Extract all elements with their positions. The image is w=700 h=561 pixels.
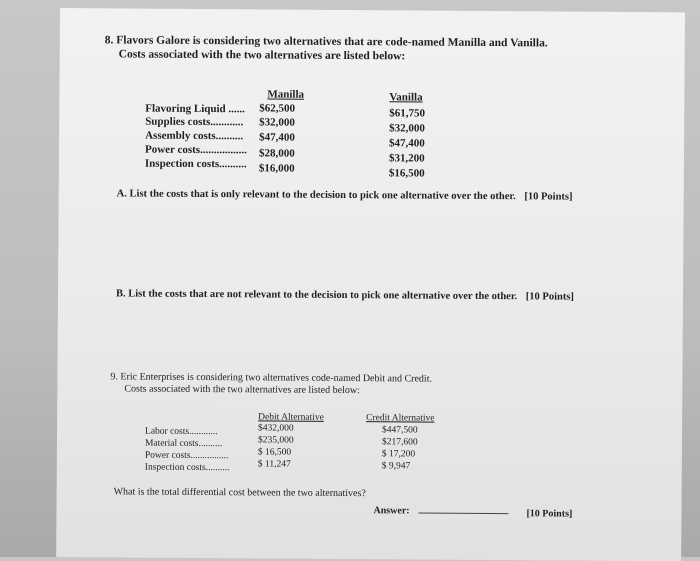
q9-row-label: Labor costs............: [145, 426, 218, 438]
q8-row-vanilla: $61,750: [389, 107, 426, 120]
q9-answer-label: Answer:: [373, 505, 410, 517]
q8-line2: Costs associated with the two alternatives are listed below:: [118, 48, 406, 63]
q8-row-manilla: $62,500: [259, 102, 296, 115]
q9-row-debit: $ 11,247: [257, 459, 291, 470]
q9-row-label: Material costs..........: [144, 438, 223, 450]
q8-row-label: Supplies costs............: [145, 115, 244, 129]
q9-row-label: Inspection costs..........: [144, 462, 230, 474]
q8-part-a: [117, 188, 573, 202]
q9-row-debit: $235,000: [257, 435, 294, 446]
q9-row-label: Power costs................: [144, 450, 229, 462]
q8-row-manilla: $28,000: [258, 147, 295, 160]
q8-row-vanilla: $16,500: [388, 167, 425, 180]
q8-part-a-text: A. List the costs that is only relevant to the decision to pick one alternative over the other.: [116, 188, 516, 203]
q9-row-credit: $ 9,947: [381, 461, 411, 472]
q8-row-label: Power costs.................: [144, 143, 247, 157]
q8-row-manilla: $47,400: [259, 131, 295, 144]
q8-row-vanilla: $31,200: [388, 152, 425, 165]
q9-row-credit: $447,500: [382, 425, 418, 436]
q9-answer-blank[interactable]: [418, 513, 508, 515]
q8-row-manilla: $16,000: [258, 162, 295, 175]
q8-row-label: Inspection costs..........: [144, 157, 247, 171]
q9-question: What is the total differential cost between the two alternatives?: [113, 486, 366, 500]
q8-row-manilla: $32,000: [259, 116, 295, 129]
q9-row-credit: $217,600: [381, 437, 418, 448]
q8-part-b-points: [10 Points]: [525, 291, 574, 303]
q9-row-debit: $432,000: [258, 423, 294, 434]
q8-part-b: [116, 288, 574, 302]
q8-row-label: Flavoring Liquid ......: [145, 102, 245, 116]
q8-part-a-points: [10 Points]: [524, 191, 573, 203]
q8-header-vanilla: Vanilla: [389, 91, 423, 104]
q9-line1: 9. Eric Enterprises is considering two alternatives code-named Debit and Credit.: [110, 371, 433, 385]
q8-row-vanilla: $47,400: [389, 137, 425, 150]
q9-row-debit: $ 16,500: [257, 447, 292, 458]
q8-part-b-text: B. List the costs that are not relevant to the decision to pick one alternative over the other.: [115, 288, 518, 303]
q8-header-manilla: Manilla: [267, 88, 305, 101]
q9-line2: Costs associated with the two alternatives are listed below:: [124, 383, 360, 397]
q9-row-credit: $ 17,200: [381, 449, 416, 460]
q9-header-debit: Debit Alternative: [258, 412, 324, 423]
q8-row-label: Assembly costs..........: [145, 129, 244, 143]
q8-row-vanilla: $32,000: [389, 122, 425, 135]
worksheet-page: [56, 8, 685, 561]
q9-header-credit: Credit Alternative: [366, 413, 435, 424]
q8-line1: 8. Flavors Galore is considering two alternatives that are code-named Manilla and Vanilla.: [104, 34, 548, 50]
q9-points: [10 Points]: [526, 508, 573, 520]
q9-answer-row: [373, 505, 508, 517]
